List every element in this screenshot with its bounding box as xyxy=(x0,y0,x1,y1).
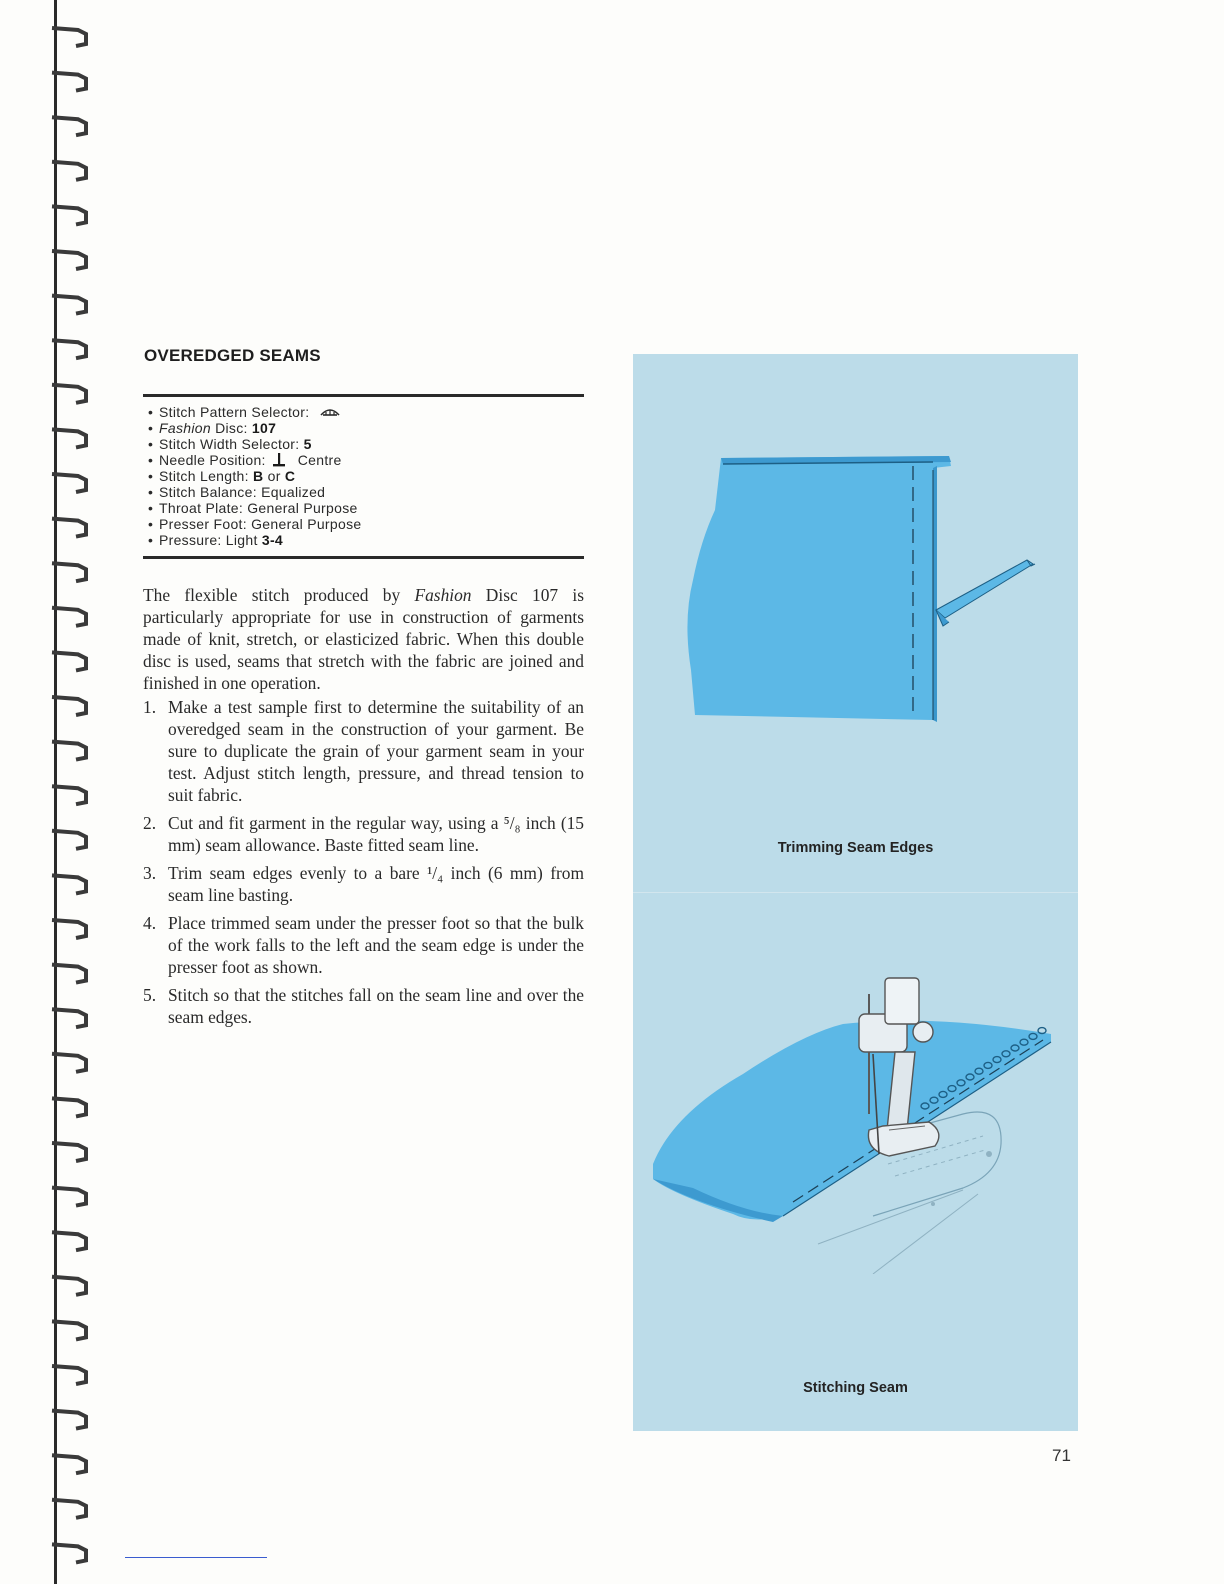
caption-trimming-seam-edges: Trimming Seam Edges xyxy=(777,840,934,856)
spec-disc: • Fashion Disc: 107 xyxy=(148,420,277,436)
caption-stitching-seam: Stitching Seam xyxy=(803,1380,908,1396)
binding-coil xyxy=(52,519,86,537)
binding-coil xyxy=(52,875,86,893)
section-title: OVEREDGED SEAMS xyxy=(144,346,321,365)
step-item: 3. Trim seam edges evenly to a bare ¹/₄ inch (6 mm) from seam line basting. xyxy=(143,863,584,905)
intro-paragraph: The flexible stitch produced by Fashion Disc 107 is particularly appropriate for use in construction of garments made of knit, stretch, or elasticized fabric. When this double disc is used, seams that stretch with the fabric are joined and finished in one operation. xyxy=(143,585,584,693)
step-item: 5. Stitch so that the stitches fall on the seam line and over the seam edges. xyxy=(143,985,584,1027)
binding-coil xyxy=(52,474,86,492)
binding-coil xyxy=(52,73,86,91)
binding-coil xyxy=(52,385,86,403)
binding-coil xyxy=(52,28,86,46)
binding-coil xyxy=(52,1544,86,1562)
binding-coil xyxy=(52,206,86,224)
binding-coil xyxy=(52,296,86,314)
footer-underline xyxy=(125,1557,267,1558)
binding-coil xyxy=(52,697,86,715)
binding-coil xyxy=(52,162,86,180)
spec-stitch-pattern: • Stitch Pattern Selector: xyxy=(148,404,588,420)
binding-coil xyxy=(52,831,86,849)
binding-coil xyxy=(52,920,86,938)
spec-stitch-width: • Stitch Width Selector: 5 xyxy=(148,436,312,452)
binding-coil xyxy=(52,429,86,447)
figure-divider xyxy=(633,892,1078,893)
spec-needle-position: • Needle Position: Centre xyxy=(148,452,342,468)
step-item: 2. Cut and fit garment in the regular way, using a ⁵/₈ inch (15 mm) seam allowance. Baste fitted seam line. xyxy=(143,813,584,855)
spec-stitch-balance: • Stitch Balance: Equalized xyxy=(148,484,326,500)
spec-stitch-length: • Stitch Length: B or C xyxy=(148,468,296,484)
spec-throat-plate: • Throat Plate: General Purpose xyxy=(148,500,358,516)
binding-coil xyxy=(52,742,86,760)
binding-coil xyxy=(52,1054,86,1072)
binding-coil xyxy=(52,1411,86,1429)
binding-coil xyxy=(52,1500,86,1518)
binding-coil xyxy=(52,1366,86,1384)
instruction-steps xyxy=(143,696,584,1034)
binding-coil xyxy=(52,652,86,670)
illustration-panel xyxy=(633,354,1078,1431)
binding-coil xyxy=(52,965,86,983)
binding-coil xyxy=(52,608,86,626)
needle-position-icon xyxy=(272,453,286,467)
binding-coil xyxy=(52,340,86,358)
binding-coil xyxy=(52,117,86,135)
stitching-seam-illustration xyxy=(633,954,1078,1274)
binding-coil xyxy=(52,1455,86,1473)
step-item: 1. Make a test sample first to determine the suitability of an overedged seam in the construction of your garment. Be sure to duplicate the grain of your garment seam in your test. Adjust stitch length, pressure, and thread tension to suit fabric. xyxy=(143,697,584,805)
trimming-seam-illustration xyxy=(633,450,1078,730)
binding-coil xyxy=(52,563,86,581)
bottom-rule xyxy=(143,556,584,559)
binding-coil xyxy=(52,1143,86,1161)
binding-coil xyxy=(52,1009,86,1027)
settings-list xyxy=(148,404,588,548)
binding-coil xyxy=(52,1188,86,1206)
page-number: 71 xyxy=(1052,1446,1071,1465)
stitch-pattern-icon xyxy=(319,406,341,418)
spec-pressure: • Pressure: Light 3-4 xyxy=(148,532,283,548)
binding-coil xyxy=(52,1277,86,1295)
binding-coil xyxy=(52,1232,86,1250)
step-item: 4. Place trimmed seam under the presser foot so that the bulk of the work falls to the left and the seam edge is under the presser foot as shown. xyxy=(143,913,584,977)
spiral-binding xyxy=(48,0,104,1584)
binding-coil xyxy=(52,1321,86,1339)
binding-coil xyxy=(52,786,86,804)
top-rule xyxy=(143,394,584,397)
spec-presser-foot: • Presser Foot: General Purpose xyxy=(148,516,362,532)
binding-coil xyxy=(52,1098,86,1116)
binding-coil xyxy=(52,251,86,269)
